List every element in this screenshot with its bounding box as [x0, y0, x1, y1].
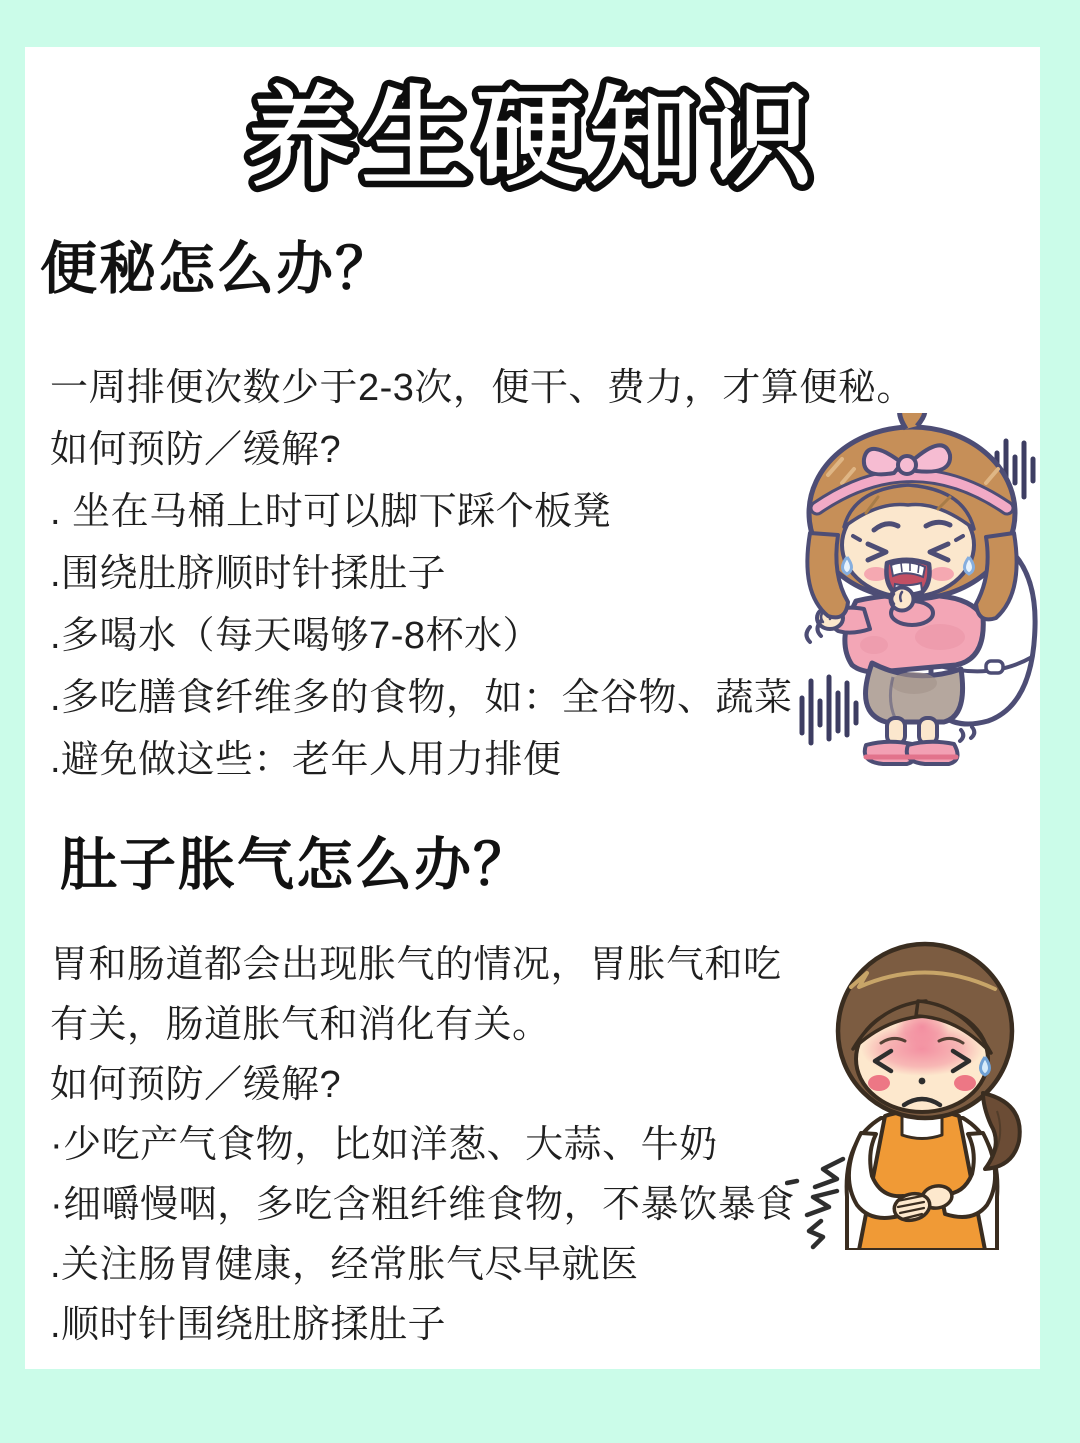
text-line: ·少吃产气食物，比如洋葱、大蒜、牛奶 [50, 1124, 718, 1166]
text-line: 胃和肠道都会出现胀气的情况，胃胀气和吃 [50, 944, 782, 986]
text-line: .关注肠胃健康，经常胀气尽早就医 [50, 1244, 639, 1286]
text-line: 如何预防／缓解? [50, 429, 342, 471]
sweat-drop-icon [981, 1057, 990, 1075]
pain-zigzag-icon [787, 1159, 843, 1247]
text-line: .多吃膳食纤维多的食物，如：全谷物、蔬菜 [50, 677, 793, 719]
text-line: . 坐在马桶上时可以脚下踩个板凳 [50, 491, 612, 533]
text-line: .避免做这些：老年人用力排便 [50, 739, 562, 781]
text-line: 如何预防／缓解? [50, 1064, 342, 1106]
section-body-constipation [50, 357, 915, 791]
text-line: ·细嚼慢咽，多吃含粗纤维食物，不暴饮暴食 [50, 1184, 795, 1226]
section-heading-constipation: 便秘怎么办？ [40, 237, 394, 301]
text-line: .围绕肚脐顺时针揉肚子 [50, 553, 447, 595]
text-line: 一周排便次数少于2-3次，便干、费力，才算便秘。 [50, 367, 915, 409]
section-body-bloating [50, 935, 795, 1355]
bloated-girl-icon [785, 935, 1040, 1250]
page-title-banner [25, 47, 1040, 217]
section-heading-bloating: 肚子胀气怎么办？ [60, 833, 532, 897]
text-line: .多喝水（每天喝够7-8杯水） [50, 615, 541, 657]
text-line: 有关，肠道胀气和消化有关。 [50, 1004, 551, 1046]
text-line: .顺时针围绕肚脐揉肚子 [50, 1304, 447, 1346]
page-title: 养生硬知识 [247, 77, 818, 198]
girl-body [847, 1110, 998, 1250]
girl-holding-bloated-belly-illustration [785, 935, 1040, 1250]
